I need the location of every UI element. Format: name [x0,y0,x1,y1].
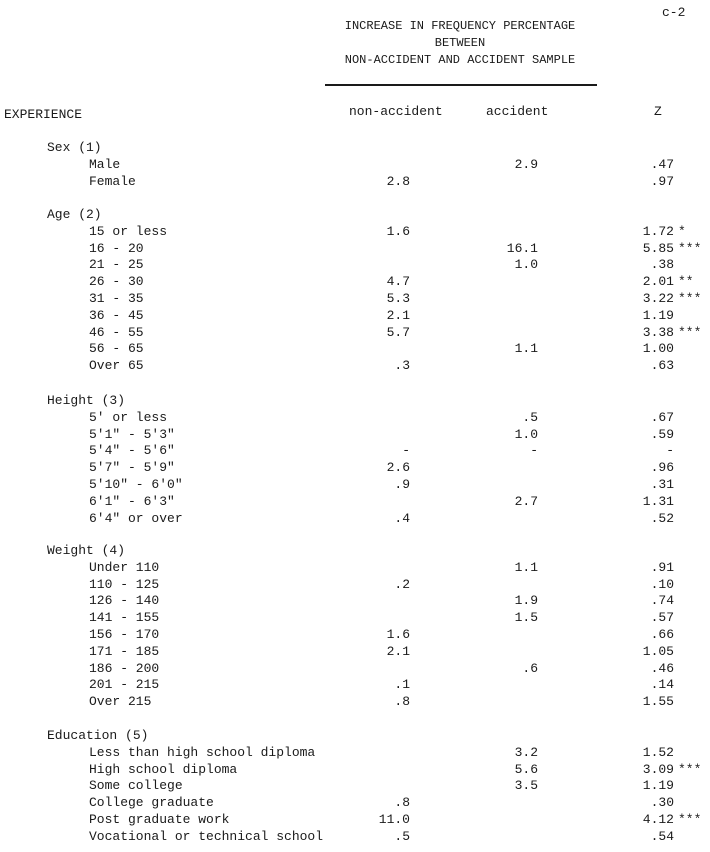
z-value: 1.05 [642,644,674,659]
z-value: 1.55 [642,694,674,709]
significance-mark: *** [678,325,702,340]
section-label: Weight (4) [47,543,126,558]
accident-value: 1.1 [514,341,538,356]
row-label: Over 215 [89,694,152,709]
z-value: .30 [650,795,674,810]
z-value: 3.22 [642,291,674,306]
row-label: Under 110 [89,560,160,575]
z-value: .57 [650,610,674,625]
accident-value: - [530,443,538,458]
row-label: Post graduate work [89,812,230,827]
non-accident-value: 4.7 [386,274,410,289]
accident-value: 2.9 [514,157,538,172]
z-value: 1.19 [642,308,674,323]
row-label: 56 - 65 [89,341,144,356]
accident-value: 16.1 [506,241,538,256]
row-label: Vocational or technical school [89,829,324,844]
row-label: 5'4" - 5'6" [89,443,175,458]
z-value: - [666,443,674,458]
z-value: 1.72 [642,224,674,239]
column-header-z: Z [654,104,662,119]
non-accident-value: .2 [394,577,410,592]
z-value: .47 [650,157,674,172]
z-value: .14 [650,677,674,692]
z-value: .10 [650,577,674,592]
column-header-experience: EXPERIENCE [4,107,83,122]
z-value: 1.00 [642,341,674,356]
column-header-accident: accident [486,104,549,119]
section-label: Age (2) [47,207,102,222]
row-label: 36 - 45 [89,308,144,323]
row-label: 5'1" - 5'3" [89,427,175,442]
column-header-non-accident: non-accident [349,104,443,119]
significance-mark: *** [678,241,702,256]
row-label: 201 - 215 [89,677,160,692]
accident-value: 3.2 [514,745,538,760]
non-accident-value: .5 [394,829,410,844]
row-label: 31 - 35 [89,291,144,306]
z-value: .96 [650,460,674,475]
z-value: 2.01 [642,274,674,289]
significance-mark: *** [678,762,702,777]
row-label: 26 - 30 [89,274,144,289]
significance-mark: *** [678,812,702,827]
non-accident-value: .1 [394,677,410,692]
accident-value: 1.1 [514,560,538,575]
row-label: College graduate [89,795,214,810]
accident-value: 1.0 [514,257,538,272]
row-label: 5'7" - 5'9" [89,460,175,475]
z-value: .59 [650,427,674,442]
non-accident-value: 2.1 [386,644,410,659]
non-accident-value: 2.6 [386,460,410,475]
z-value: .46 [650,661,674,676]
row-label: 16 - 20 [89,241,144,256]
non-accident-value: 5.7 [386,325,410,340]
z-value: .74 [650,593,674,608]
page-id: c-2 [662,5,686,20]
title-line-2: BETWEEN [434,36,486,50]
non-accident-value: 1.6 [386,627,410,642]
z-value: .66 [650,627,674,642]
section-label: Sex (1) [47,140,102,155]
non-accident-value: .9 [394,477,410,492]
accident-value: .5 [522,410,538,425]
z-value: 5.85 [642,241,674,256]
row-label: 156 - 170 [89,627,160,642]
accident-value: 3.5 [514,778,538,793]
non-accident-value: .3 [394,358,410,373]
row-label: 6'4" or over [89,511,183,526]
z-value: .54 [650,829,674,844]
header-rule [325,84,597,86]
row-label: 171 - 185 [89,644,160,659]
row-label: 46 - 55 [89,325,144,340]
section-label: Height (3) [47,393,126,408]
z-value: .52 [650,511,674,526]
non-accident-value: 1.6 [386,224,410,239]
row-label: 5' or less [89,410,168,425]
z-value: .91 [650,560,674,575]
non-accident-value: 2.1 [386,308,410,323]
row-label: 15 or less [89,224,168,239]
z-value: .31 [650,477,674,492]
row-label: 5'10" - 6'0" [89,477,183,492]
row-label: Over 65 [89,358,144,373]
non-accident-value: 2.8 [386,174,410,189]
z-value: .97 [650,174,674,189]
non-accident-value: 11.0 [378,812,410,827]
row-label: 110 - 125 [89,577,160,592]
non-accident-value: 5.3 [386,291,410,306]
non-accident-value: .4 [394,511,410,526]
row-label: Female [89,174,136,189]
significance-mark: *** [678,291,702,306]
significance-mark: ** [678,274,694,289]
accident-value: .6 [522,661,538,676]
row-label: 141 - 155 [89,610,160,625]
section-label: Education (5) [47,728,149,743]
z-value: 1.52 [642,745,674,760]
accident-value: 5.6 [514,762,538,777]
row-label: 21 - 25 [89,257,144,272]
row-label: Some college [89,778,183,793]
title-line-1: INCREASE IN FREQUENCY PERCENTAGE [344,19,576,33]
z-value: .63 [650,358,674,373]
significance-mark: * [678,224,686,239]
accident-value: 1.9 [514,593,538,608]
non-accident-value: - [402,443,410,458]
z-value: 4.12 [642,812,674,827]
title-line-3: NON-ACCIDENT AND ACCIDENT SAMPLE [344,53,576,67]
row-label: 6'1" - 6'3" [89,494,175,509]
z-value: 3.09 [642,762,674,777]
z-value: 1.19 [642,778,674,793]
accident-value: 1.5 [514,610,538,625]
non-accident-value: .8 [394,795,410,810]
z-value: 3.38 [642,325,674,340]
non-accident-value: .8 [394,694,410,709]
z-value: .38 [650,257,674,272]
row-label: High school diploma [89,762,238,777]
z-value: .67 [650,410,674,425]
row-label: Less than high school diploma [89,745,316,760]
z-value: 1.31 [642,494,674,509]
row-label: Male [89,157,121,172]
accident-value: 1.0 [514,427,538,442]
row-label: 186 - 200 [89,661,160,676]
row-label: 126 - 140 [89,593,160,608]
accident-value: 2.7 [514,494,538,509]
